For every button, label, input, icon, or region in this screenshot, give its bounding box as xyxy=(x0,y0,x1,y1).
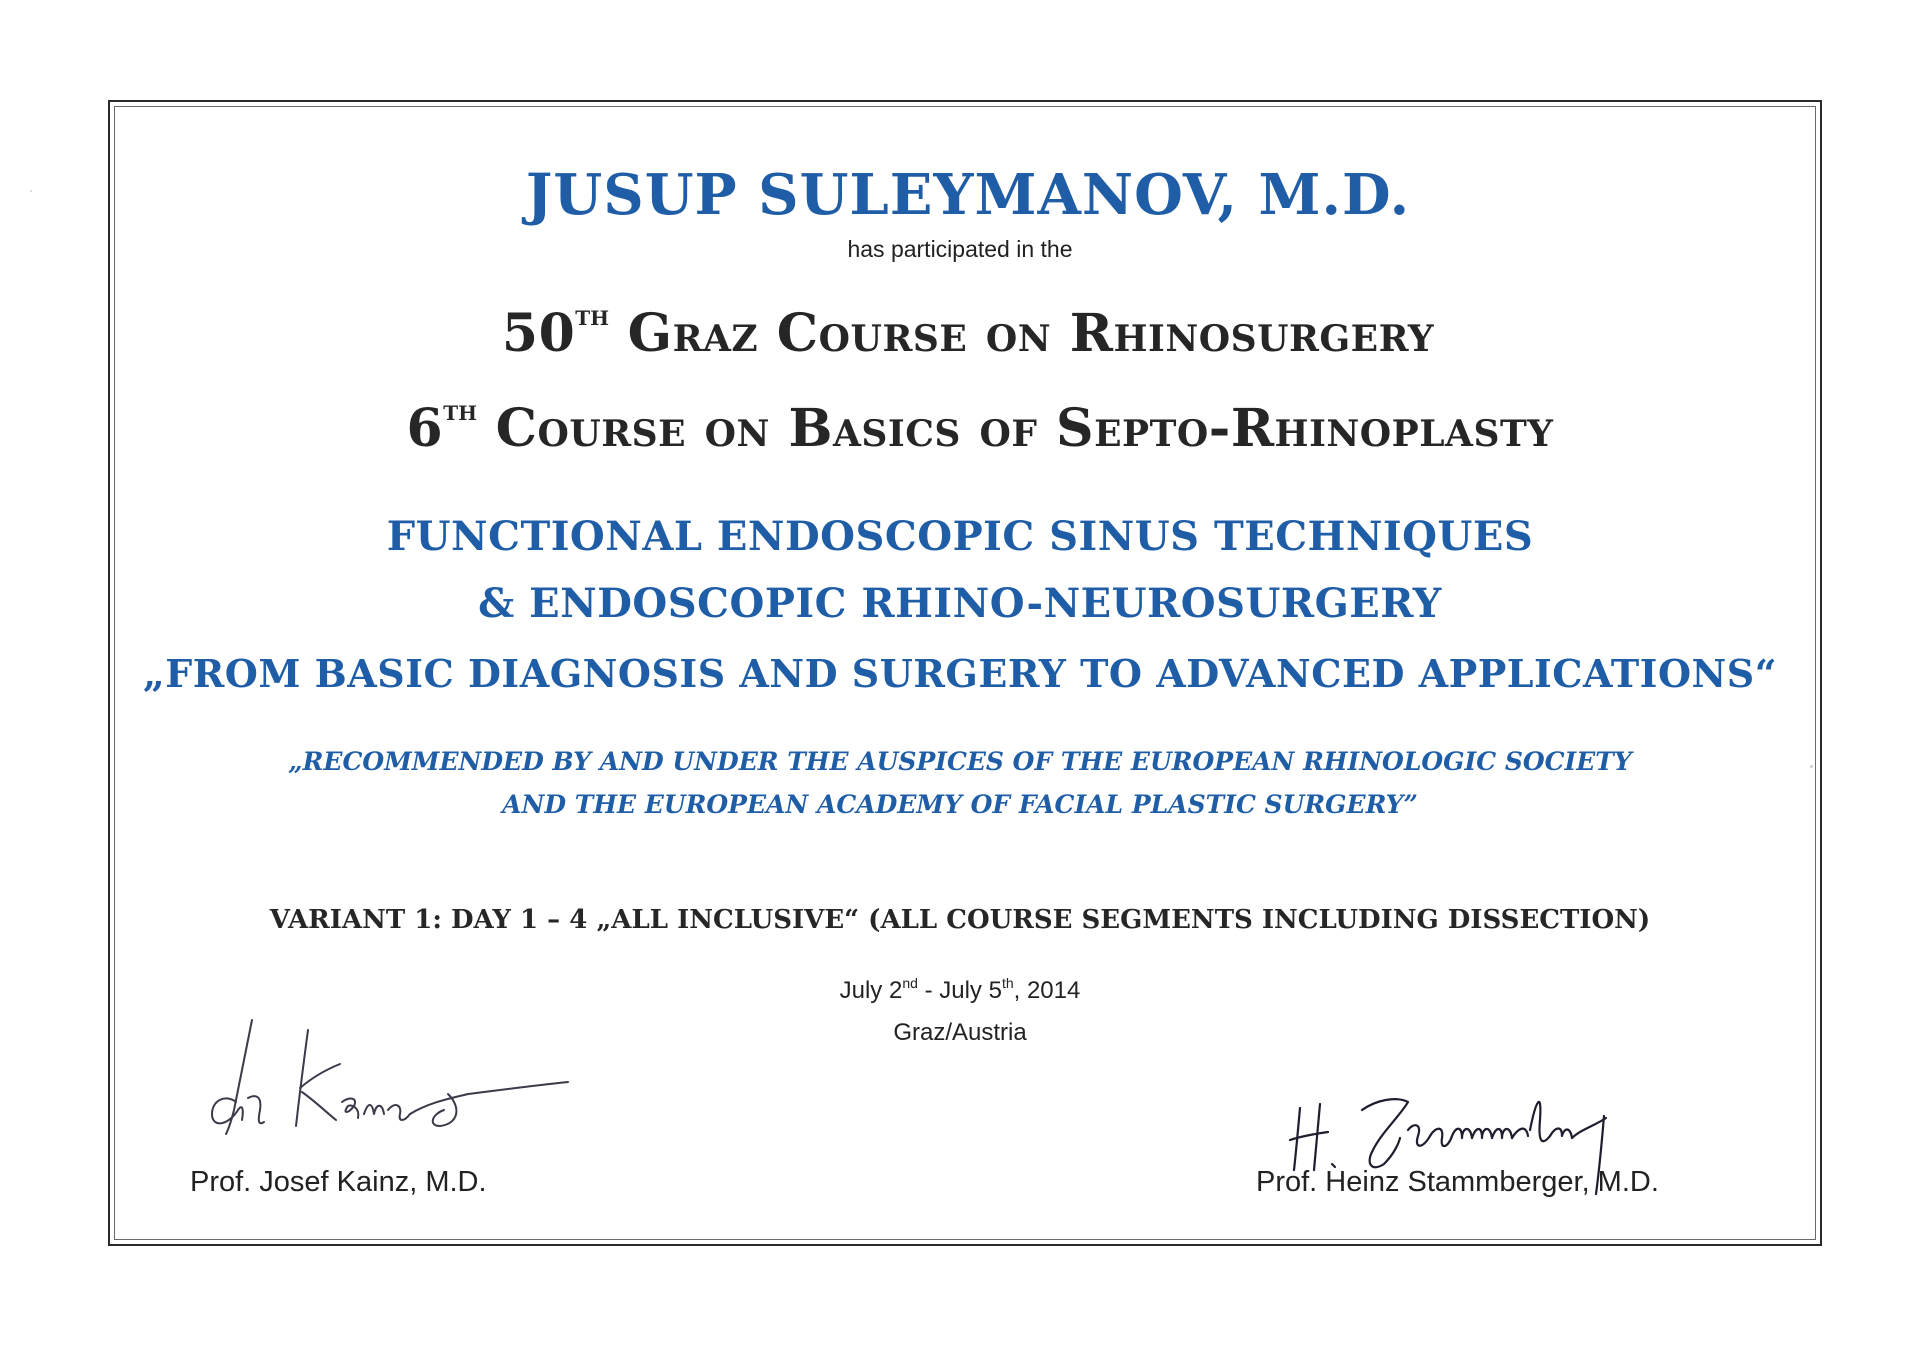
course-2-ordinal: TH xyxy=(443,401,477,425)
course-1-number: 50 xyxy=(501,303,576,364)
course-1-ordinal: TH xyxy=(575,306,610,330)
course-year: , 2014 xyxy=(1013,977,1081,1004)
signature-left-image xyxy=(200,1010,580,1160)
recommendation-line-2: AND THE EUROPEAN ACADEMY OF FACIAL PLASTIC SURGERY” xyxy=(502,790,1418,819)
recommendation-line-1: „RECOMMENDED BY AND UNDER THE AUSPICES OF THE EUROPEAN RHINOLOGIC SOCIETY xyxy=(288,747,1632,776)
topic-line-2: & ENDOSCOPIC RHINO-NEUROSURGERY xyxy=(478,580,1442,627)
course-1-title: Graz Course on Rhinosurgery xyxy=(627,303,1435,364)
course-title-1 xyxy=(0,303,1920,364)
course-location: Graz/Austria xyxy=(893,1019,1027,1046)
course-dates xyxy=(0,975,1920,1005)
signatory-left-name: Prof. Josef Kainz, M.D. xyxy=(190,1166,487,1198)
start-date-ordinal: nd xyxy=(902,975,918,991)
topic-line-1: FUNCTIONAL ENDOSCOPIC SINUS TECHNIQUES xyxy=(386,513,1534,560)
start-date: July 2 xyxy=(839,977,903,1004)
date-separator: - xyxy=(917,977,940,1004)
topic-subtitle: „FROM BASIC DIAGNOSIS AND SURGERY TO ADVANCED APPLICATIONS“ xyxy=(142,651,1778,696)
course-variant: VARIANT 1: DAY 1 – 4 „ALL INCLUSIVE“ (ALL COURSE SEGMENTS INCLUDING DISSECTION) xyxy=(269,905,1651,935)
signatory-right-name: Prof. Heinz Stammberger, M.D. xyxy=(1256,1166,1659,1198)
recipient-name: JUSUP SULEYMANOV, M.D. xyxy=(525,162,1411,228)
course-title-2 xyxy=(0,398,1920,459)
participated-text: has participated in the xyxy=(847,236,1073,262)
end-date-ordinal: th xyxy=(1001,975,1014,991)
end-date: July 5 xyxy=(939,977,1002,1004)
course-2-number: 6 xyxy=(406,398,444,459)
course-2-title: Course on Basics of Septo-Rhinoplasty xyxy=(495,398,1554,459)
